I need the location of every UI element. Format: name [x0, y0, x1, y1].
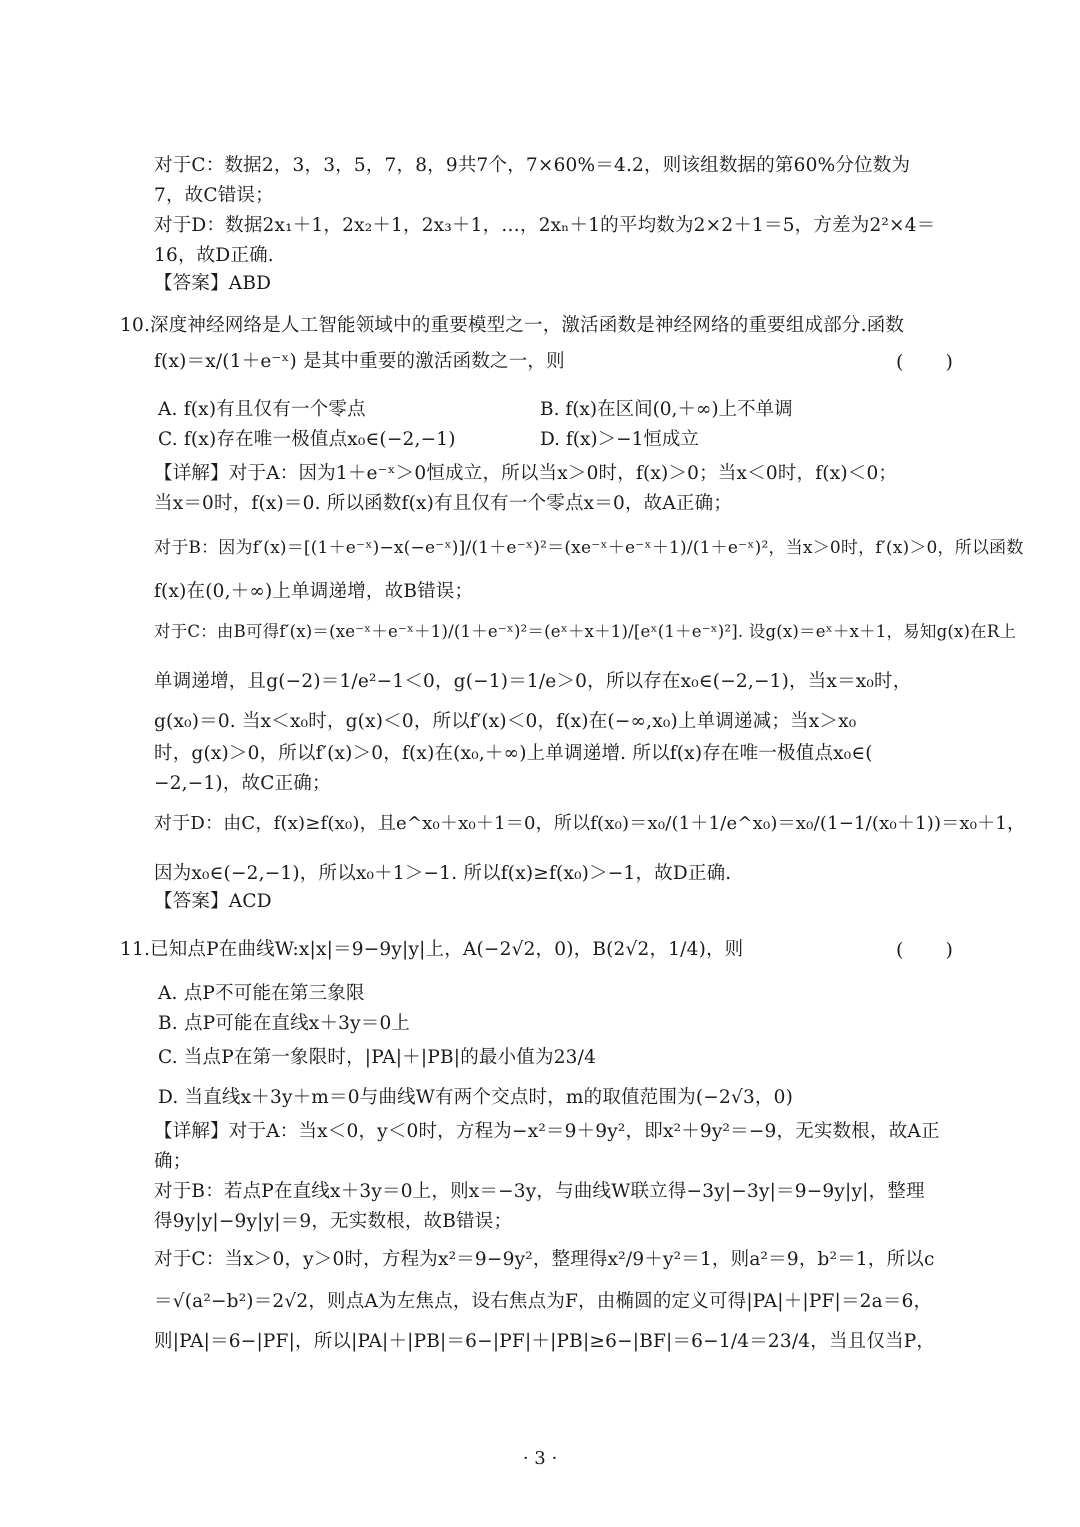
question-10-stem: 10.深度神经网络是人工智能领域中的重要模型之一，激活函数是神经网络的重要组成部分.函数 [120, 315, 905, 336]
question-10-formula: f(x)＝x/(1＋e⁻ˣ) 是其中重要的激活函数之一，则 [154, 351, 565, 372]
option-d: D. f(x)＞−1恒成立 [540, 429, 699, 450]
text-line: f(x)在(0,＋∞)上单调递增，故B错误； [154, 581, 474, 602]
text-line: 对于D：数据2x₁＋1，2x₂＋1，2x₃＋1，…，2xₙ＋1的平均数为2×2＋1＝5，方差为2²×4＝ [154, 215, 936, 236]
option-b: B. f(x)在区间(0,＋∞)上不单调 [540, 399, 793, 420]
text-line: 16，故D正确. [154, 245, 274, 266]
text-line: 对于C：由B可得f′(x)＝(xe⁻ˣ＋e⁻ˣ＋1)/(1＋e⁻ˣ)²＝(eˣ＋x＋1)/[eˣ(1＋e⁻ˣ)²]. 设g(x)＝eˣ＋x＋1，易知g(x)在R上 [154, 622, 1017, 641]
option-d: D. 当直线x＋3y＋m＝0与曲线W有两个交点时，m的取值范围为(−2√3，0) [158, 1087, 793, 1108]
text-line: 当x＝0时，f(x)＝0. 所以函数f(x)有且仅有一个零点x＝0，故A正确； [154, 493, 733, 514]
text-line: 【详解】对于A：当x＜0，y＜0时，方程为−x²＝9＋9y²，即x²＋9y²＝−9，无实数根，故A正 [154, 1121, 940, 1142]
text-line: 得9y|y|−9y|y|＝9，无实数根，故B错误； [154, 1211, 513, 1232]
question-11-stem: 11.已知点P在曲线W:x|x|＝9−9y|y|上，A(−2√2，0)，B(2√2，1/4)，则 [120, 939, 744, 960]
text-line: 则|PA|＝6−|PF|，所以|PA|＋|PB|＝6−|PF|＋|PB|≥6−|BF|＝6−1/4＝23/4，当且仅当P， [154, 1331, 936, 1352]
option-a: A. f(x)有且仅有一个零点 [158, 399, 366, 420]
answer-bracket: ( ) [896, 351, 971, 373]
text-line: 单调递增，且g(−2)＝1/e²−1＜0，g(−1)＝1/e＞0，所以存在x₀∈(−2,−1)，当x＝x₀时， [154, 671, 912, 692]
answer-bracket: ( ) [896, 939, 971, 961]
text-line: 对于C：数据2，3，3，5，7，8，9共7个，7×60%＝4.2，则该组数据的第60%分位数为 [154, 155, 911, 176]
text-line: 对于D：由C，f(x)≥f(x₀)，且e^x₀＋x₀＋1＝0，所以f(x₀)＝x₀/(1＋1/e^x₀)＝x₀/(1−1/(x₀＋1))＝x₀＋1， [154, 813, 1026, 834]
text-line: g(x₀)＝0. 当x＜x₀时，g(x)＜0，所以f′(x)＜0，f(x)在(−∞,x₀)上单调递减；当x＞x₀ [154, 711, 857, 732]
text-line: 时，g(x)＞0，所以f′(x)＞0，f(x)在(x₀,＋∞)上单调递增. 所以f(x)存在唯一极值点x₀∈( [154, 743, 873, 764]
text-line: ＝√(a²−b²)＝2√2，则点A为左焦点，设右焦点为F，由椭圆的定义可得|PA|＋|PF|＝2a＝6， [154, 1291, 933, 1312]
text-line: 因为x₀∈(−2,−1)，所以x₀＋1＞−1. 所以f(x)≥f(x₀)＞−1，故D正确. [154, 863, 732, 884]
text-line: 对于B：若点P在直线x＋3y＝0上，则x＝−3y，与曲线W联立得−3y|−3y|＝9−9y|y|，整理 [154, 1181, 925, 1202]
text-line: −2,−1)，故C正确； [154, 773, 331, 794]
text-line: 【详解】对于A：因为1＋e⁻ˣ＞0恒成立，所以当x＞0时，f(x)＞0；当x＜0时，f(x)＜0； [154, 463, 898, 484]
page-number: · 3 · [522, 1448, 558, 1469]
option-c: C. f(x)存在唯一极值点x₀∈(−2,−1) [158, 429, 456, 450]
option-a: A. 点P不可能在第三象限 [158, 983, 365, 1004]
option-c: C. 当点P在第一象限时，|PA|＋|PB|的最小值为23/4 [158, 1047, 597, 1068]
text-line: 确； [154, 1151, 192, 1172]
option-b: B. 点P可能在直线x＋3y＝0上 [158, 1013, 411, 1034]
text-line: 对于B：因为f′(x)＝[(1＋e⁻ˣ)−x(−e⁻ˣ)]/(1＋e⁻ˣ)²＝(xe⁻ˣ＋e⁻ˣ＋1)/(1＋e⁻ˣ)²，当x＞0时，f′(x)＞0，所以函数 [154, 538, 1024, 558]
text-line: 7，故C错误； [154, 185, 274, 206]
text-line: 对于C：当x＞0，y＞0时，方程为x²＝9−9y²，整理得x²/9＋y²＝1，则a²＝9，b²＝1，所以c [154, 1249, 935, 1270]
answer-line: 【答案】ACD [154, 891, 272, 912]
answer-line: 【答案】ABD [154, 273, 272, 294]
